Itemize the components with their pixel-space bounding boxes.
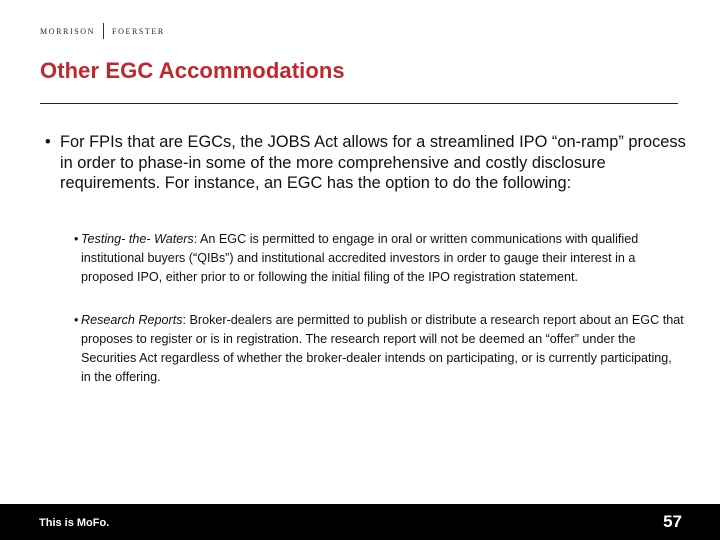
sub-bullet-testing-the-waters xyxy=(74,230,685,287)
sub-bullet-text: : Broker-dealers are permitted to publish or distribute a research report about an EGC that proposes to register or is in registration. The research report will not be deemed an “offer” under the Securities Act regardless of whether the broker-dealer intends on participating, or is currently participating, in the offering. xyxy=(81,313,684,385)
logo-text-left: MORRISON xyxy=(40,26,96,36)
logo-text-right: FOERSTER xyxy=(112,26,165,36)
footer-tagline: This is MoFo. xyxy=(39,517,110,529)
title-rule xyxy=(40,103,678,104)
sub-bullet-label: Testing- the- Waters xyxy=(81,232,194,246)
bullet-dot: • xyxy=(45,133,51,151)
footer-bar xyxy=(0,504,720,540)
bullet-dot: • xyxy=(74,313,79,327)
sub-bullet-label: Research Reports xyxy=(81,313,183,327)
sub-bullet-research-reports xyxy=(74,311,685,387)
logo-divider xyxy=(103,23,104,39)
main-bullet-text: For FPIs that are EGCs, the JOBS Act allows for a streamlined IPO “on-ramp” process in order to phase-in some of the more comprehensive and costly disclosure requirements. For instance, an EGC has the option to do the following: xyxy=(60,133,686,192)
page-number: 57 xyxy=(663,512,682,531)
sub-bullet-text: : An EGC is permitted to engage in oral or written communications with qualified institutional buyers (“QIBs”) and institutional accredited investors in order to gauge their interest in a proposed IPO, either prior to or following the initial filing of the IPO registration statement. xyxy=(81,232,639,285)
bullet-dot: • xyxy=(74,232,79,246)
logo xyxy=(40,23,165,39)
slide-title: Other EGC Accommodations xyxy=(40,58,345,83)
main-bullet xyxy=(45,132,692,194)
